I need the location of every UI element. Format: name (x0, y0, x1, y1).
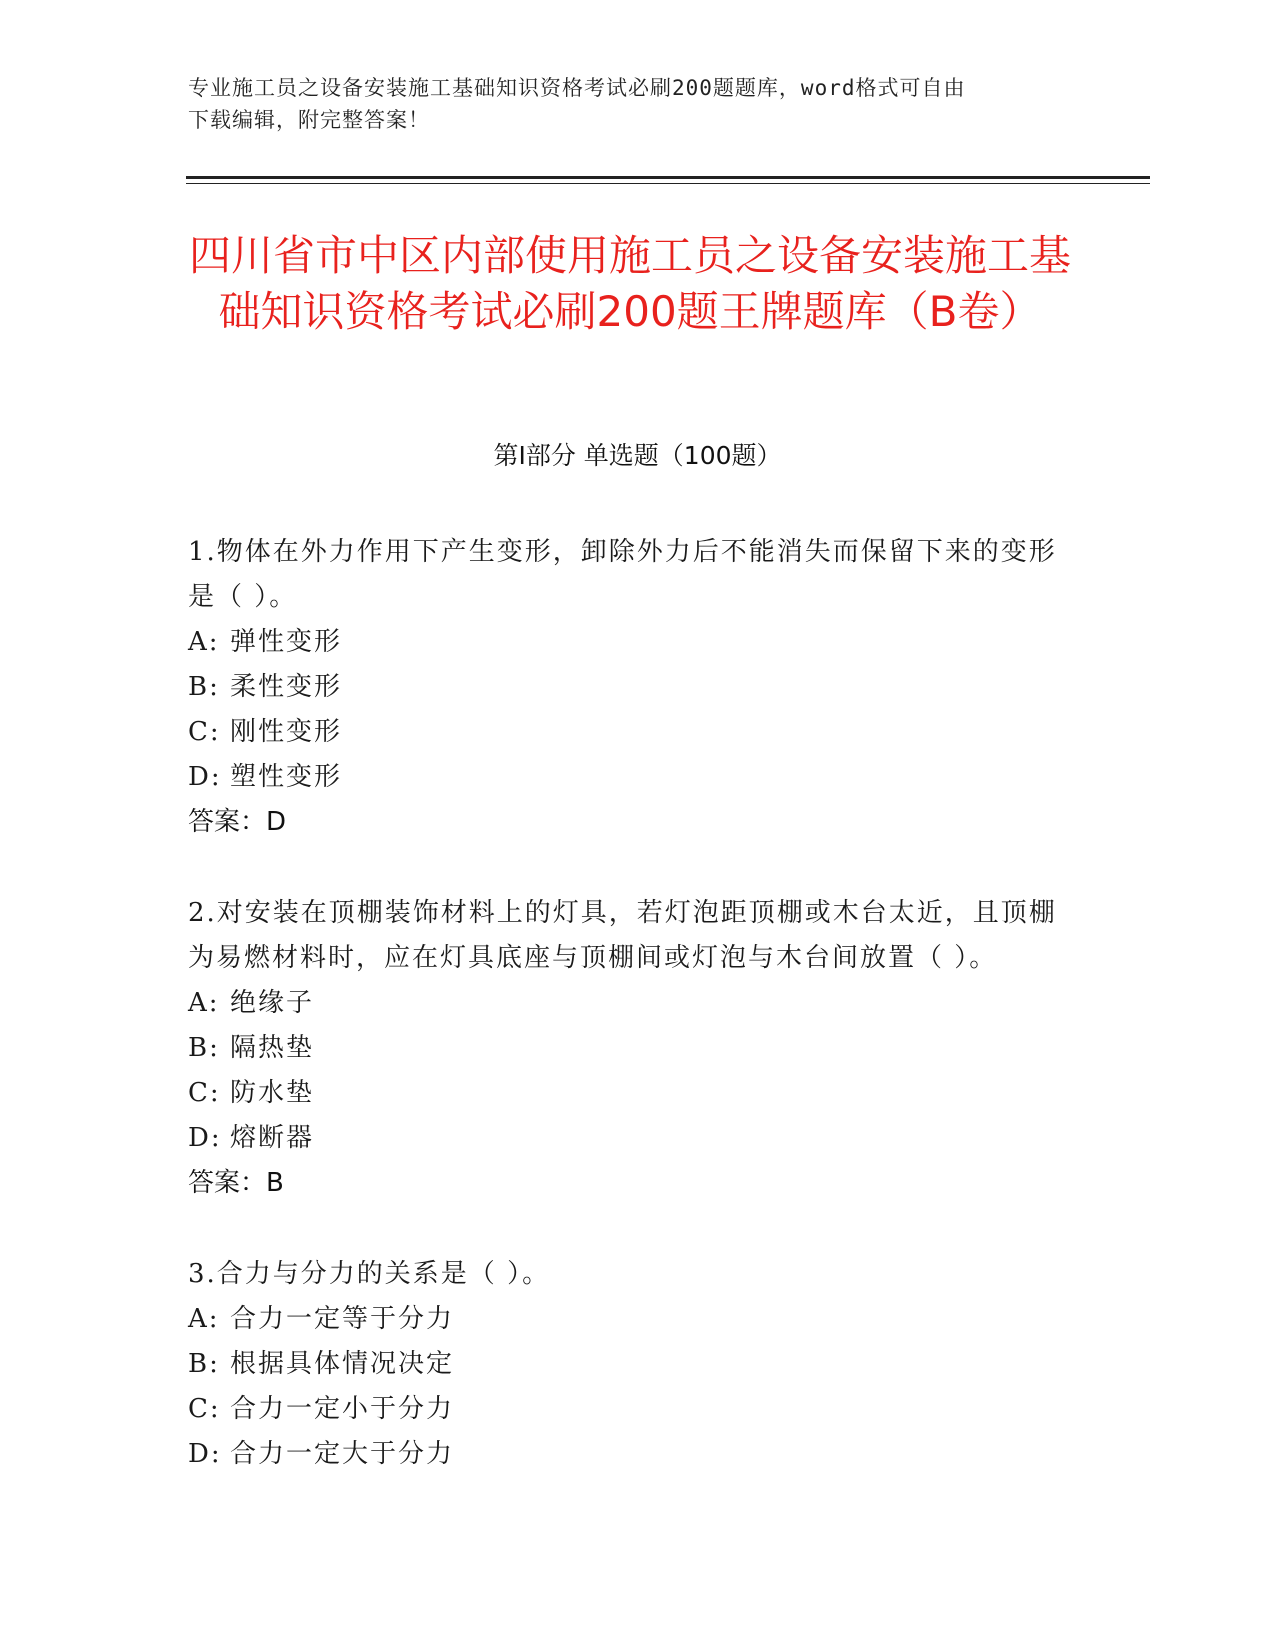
option-text: 合力一定等于分力 (230, 1304, 455, 1334)
option-a (188, 620, 1068, 665)
option-text: 熔断器 (230, 1123, 315, 1153)
option-key: C: (188, 1078, 221, 1108)
option-key: C: (188, 1394, 221, 1424)
option-text: 根据具体情况决定 (230, 1349, 455, 1379)
option-key: C: (188, 717, 221, 747)
document-title: 四川省市中区内部使用施工员之设备安装施工基础知识资格考试必刷200题王牌题库（B卷） (188, 231, 1071, 336)
option-key: A: (188, 1304, 220, 1334)
question-item (188, 1252, 1068, 1477)
question-item (188, 891, 1068, 1206)
answer-line: 答案：B (188, 1168, 284, 1198)
option-key: B: (188, 1033, 220, 1063)
option-text: 弹性变形 (230, 627, 343, 657)
option-key: D: (188, 1439, 222, 1469)
option-b (188, 1026, 1068, 1071)
option-key: B: (188, 672, 220, 702)
option-a (188, 981, 1068, 1026)
option-d (188, 755, 1068, 800)
option-c (188, 710, 1068, 755)
question-stem: 1.物体在外力作用下产生变形，卸除外力后不能消失而保留下来的变形是（ ）。 (188, 537, 1057, 612)
option-text: 塑性变形 (230, 762, 343, 792)
option-c (188, 1387, 1068, 1432)
question-list (188, 530, 1068, 1523)
option-a (188, 1297, 1068, 1342)
option-text: 合力一定大于分力 (230, 1439, 455, 1469)
option-key: D: (188, 762, 222, 792)
option-text: 防水垫 (230, 1078, 315, 1108)
question-item (188, 530, 1068, 845)
option-key: A: (188, 627, 220, 657)
option-d (188, 1116, 1068, 1161)
option-text: 柔性变形 (230, 672, 343, 702)
question-stem: 2.对安装在顶棚装饰材料上的灯具，若灯泡距顶棚或木台太近，且顶棚为易燃材料时，应在灯具底座与顶棚间或灯泡与木台间放置（ ）。 (188, 898, 1057, 973)
question-stem: 3.合力与分力的关系是（ ）。 (188, 1259, 551, 1289)
option-text: 隔热垫 (230, 1033, 315, 1063)
option-d (188, 1432, 1068, 1477)
option-c (188, 1071, 1068, 1116)
header-note (188, 72, 1068, 136)
option-b (188, 1342, 1068, 1387)
option-key: A: (188, 988, 220, 1018)
option-b (188, 665, 1068, 710)
option-key: D: (188, 1123, 222, 1153)
header-note-line-1: 专业施工员之设备安装施工基础知识资格考试必刷200题题库，word格式可自由 (188, 76, 966, 100)
option-text: 刚性变形 (230, 717, 343, 747)
option-key: B: (188, 1349, 220, 1379)
header-note-line-2: 下载编辑，附完整答案！ (188, 108, 430, 132)
option-text: 合力一定小于分力 (230, 1394, 455, 1424)
header-divider-thick (186, 176, 1150, 179)
answer-line: 答案：D (188, 807, 287, 837)
header-divider-thin (186, 183, 1150, 184)
section-title: 第Ⅰ部分 单选题（100题） (493, 441, 782, 470)
option-text: 绝缘子 (230, 988, 315, 1018)
